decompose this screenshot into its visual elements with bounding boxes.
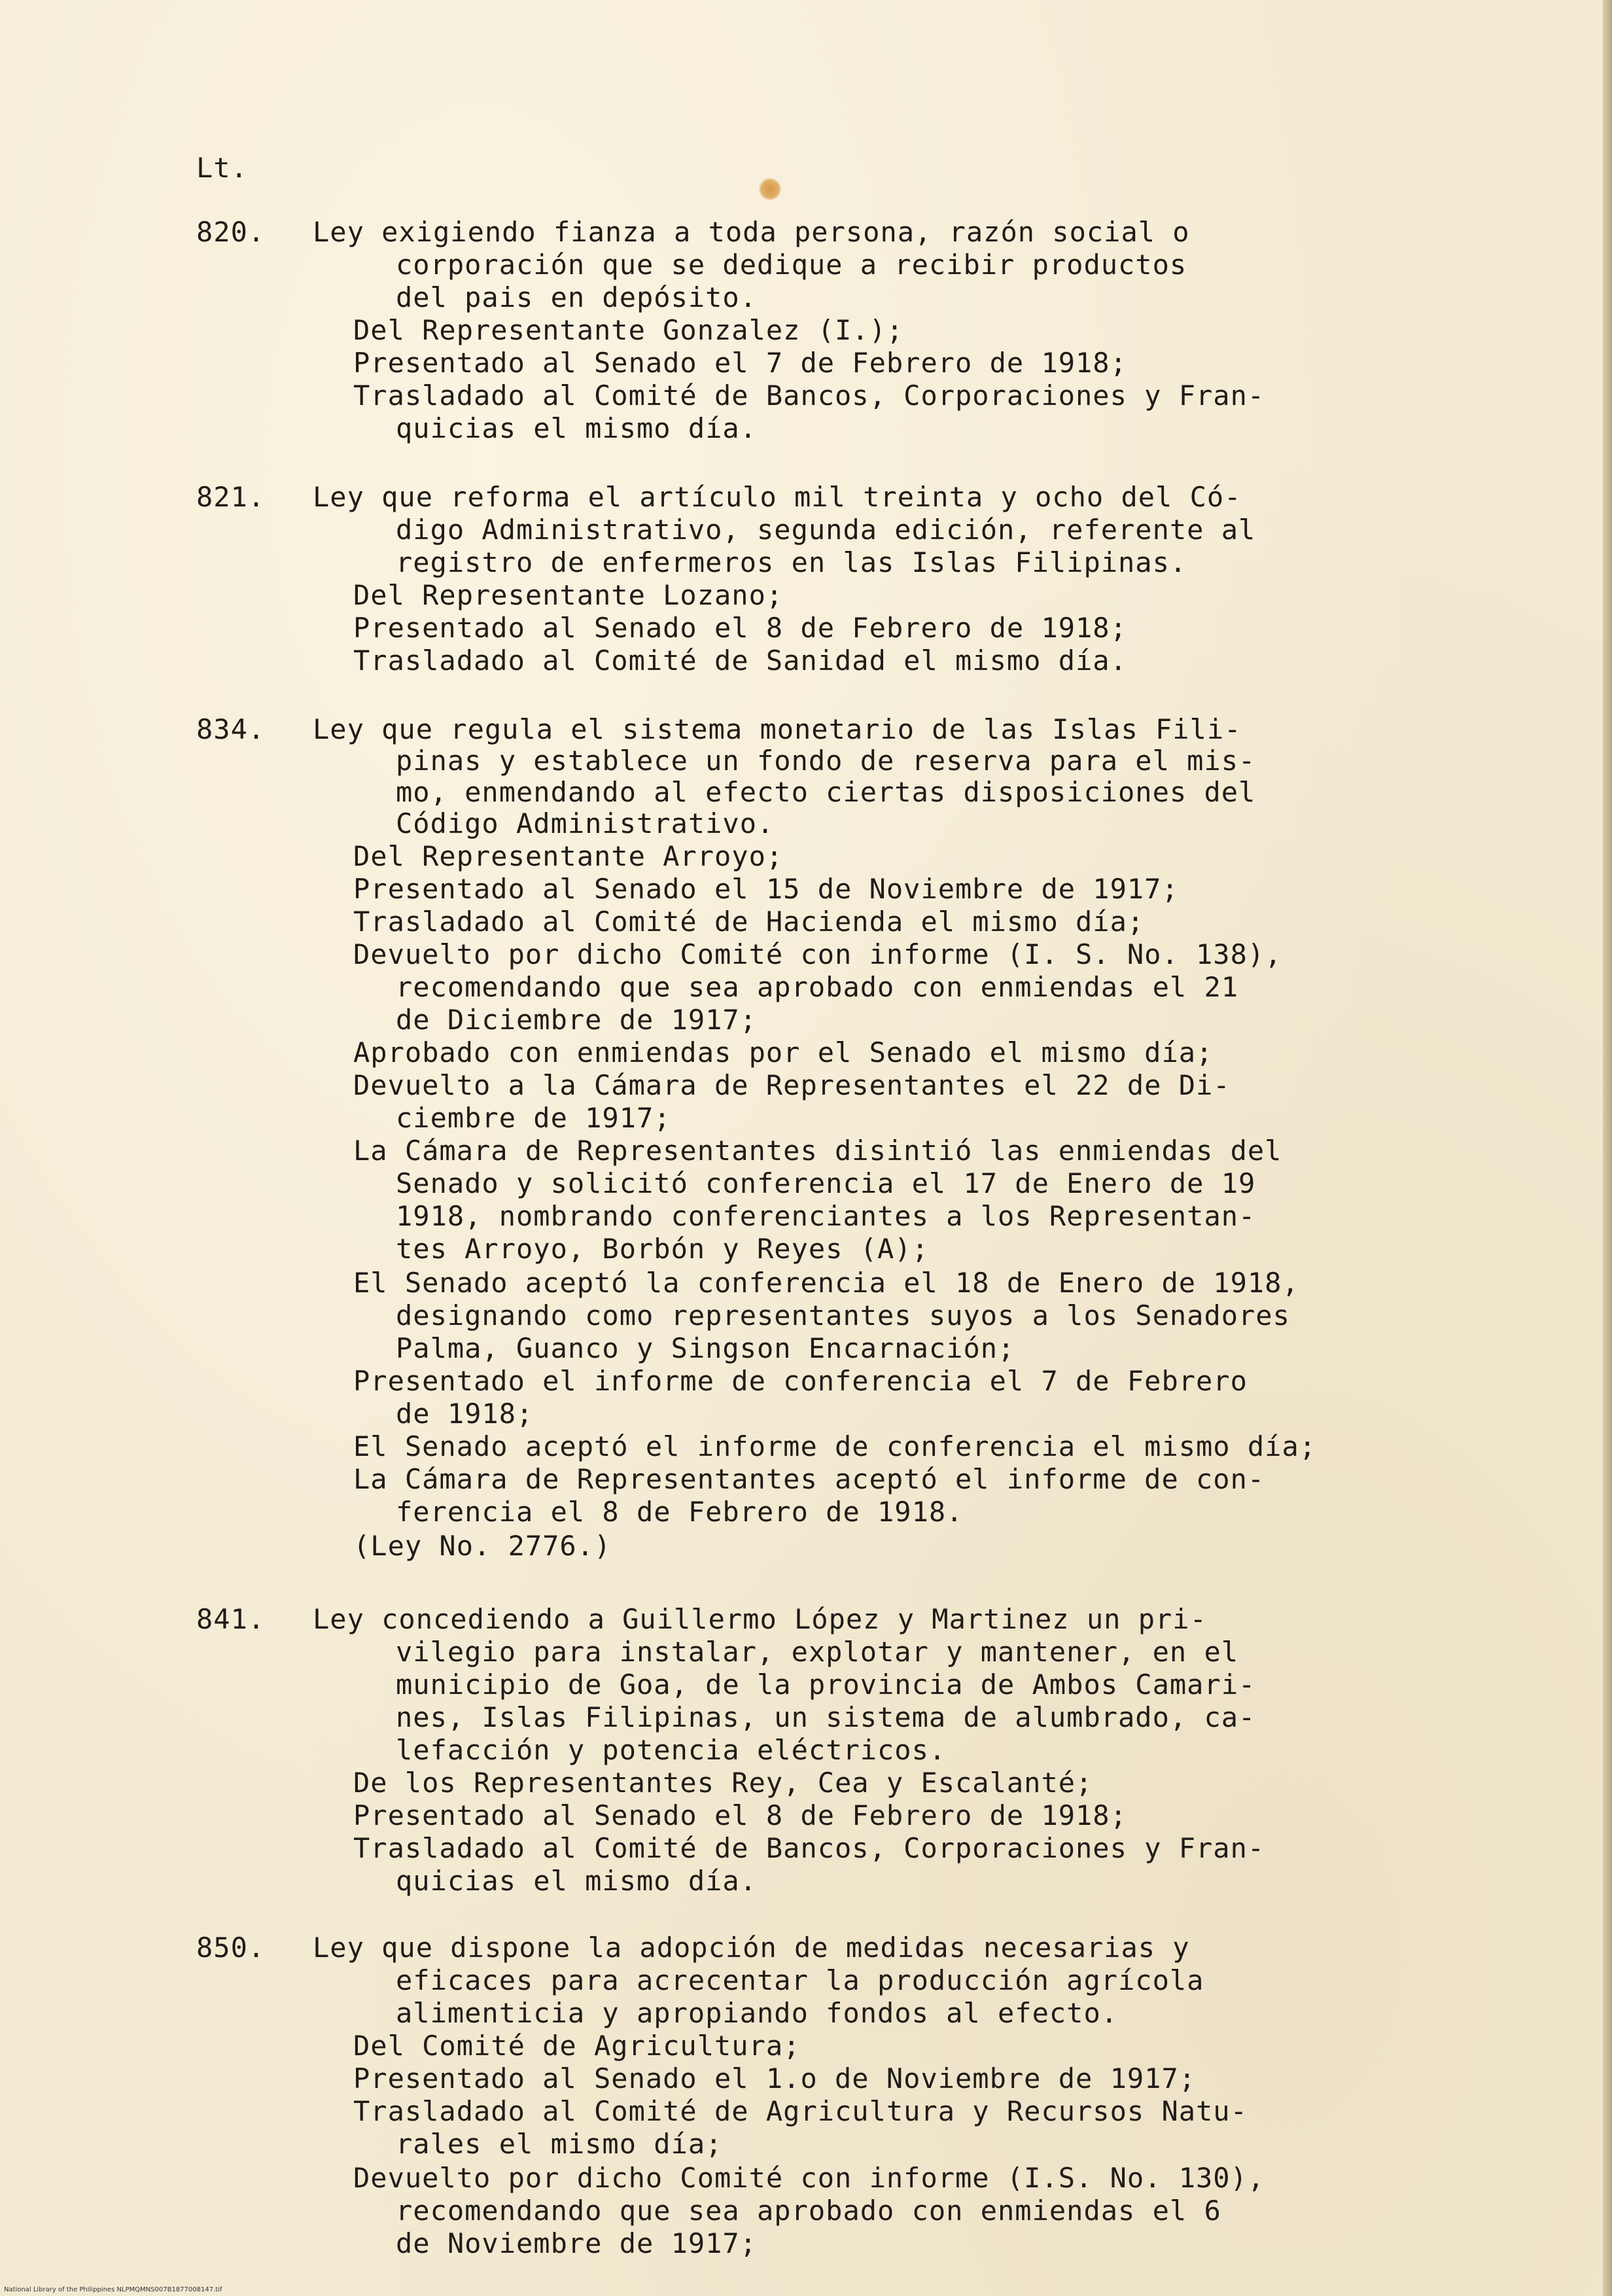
bill-number: 821.	[196, 481, 266, 513]
bill-history-line: Del Representante Lozano;	[353, 579, 784, 611]
bill-history-line: Presentado al Senado el 7 de Febrero de 1918;	[353, 347, 1127, 379]
bill-history-line: de 1918;	[396, 1398, 534, 1430]
bill-history-line: Presentado el informe de conferencia el 7 de Febrero	[353, 1365, 1248, 1397]
bill-history-line: Aprobado con enmiendas por el Senado el mismo día;	[353, 1036, 1214, 1069]
bill-title-line: mo, enmendando al efecto ciertas disposiciones del	[396, 776, 1256, 808]
bill-history-line: tes Arroyo, Borbón y Reyes (A);	[396, 1233, 929, 1265]
bill-number: 841.	[196, 1603, 266, 1635]
bill-history-line: La Cámara de Representantes disintió las enmiendas del	[353, 1135, 1282, 1167]
bill-title-line: alimenticia y apropiando fondos al efecto.	[396, 1997, 1119, 2029]
bill-history-line: ferencia el 8 de Febrero de 1918.	[396, 1496, 964, 1528]
bill-title-line: Ley que regula el sistema monetario de las Islas Fili-	[313, 713, 1242, 745]
bill-history-line: Presentado al Senado el 15 de Noviembre de 1917;	[353, 873, 1179, 905]
bill-history-line: Presentado al Senado el 1.o de Noviembre de 1917;	[353, 2062, 1197, 2094]
bill-history-line: Trasladado al Comité de Agricultura y Recursos Natu-	[353, 2095, 1248, 2127]
bill-title-line: del pais en depósito.	[396, 281, 758, 313]
header-mark: Lt.	[196, 152, 248, 184]
bill-history-line: Del Comité de Agricultura;	[353, 2030, 801, 2062]
bill-history-line: rales el mismo día;	[396, 2128, 723, 2160]
bill-number: 834.	[196, 713, 266, 745]
ink-smudge	[759, 178, 781, 200]
bill-history-line: de Diciembre de 1917;	[396, 1004, 758, 1036]
bill-history-line: 1918, nombrando conferenciantes a los Representan-	[396, 1200, 1256, 1232]
archive-credit: National Library of the Philippines NLPMQMNS007B1877008147.tif	[4, 2286, 222, 2293]
bill-history-line: Devuelto por dicho Comité con informe (I. S. No. 138),	[353, 938, 1282, 970]
bill-title-line: Ley que reforma el artículo mil treinta y ocho del Có-	[313, 481, 1242, 513]
bill-history-line: Trasladado al Comité de Sanidad el mismo día.	[353, 645, 1127, 677]
bill-title-line: municipio de Goa, de la provincia de Ambos Camari-	[396, 1669, 1256, 1701]
bill-title-line: nes, Islas Filipinas, un sistema de alumbrado, ca-	[396, 1701, 1256, 1733]
bill-title-line: Ley que dispone la adopción de medidas necesarias y	[313, 1932, 1190, 1964]
bill-history-line: de Noviembre de 1917;	[396, 2227, 758, 2259]
bill-title-line: vilegio para instalar, explotar y mantener, en el	[396, 1636, 1239, 1668]
bill-title-line: pinas y establece un fondo de reserva para el mis-	[396, 745, 1256, 777]
bill-history-line: Trasladado al Comité de Bancos, Corporaciones y Fran-	[353, 1832, 1265, 1864]
bill-number: 820.	[196, 216, 266, 248]
bill-title-line: Código Administrativo.	[396, 807, 775, 839]
bill-title-line: lefacción y potencia eléctricos.	[396, 1734, 947, 1766]
bill-history-line: recomendando que sea aprobado con enmiendas el 21	[396, 971, 1239, 1003]
bill-history-line: El Senado aceptó el informe de conferencia el mismo día;	[353, 1430, 1317, 1462]
bill-title-line: Ley concediendo a Guillermo López y Martinez un pri-	[313, 1603, 1207, 1635]
bill-title-line: corporación que se dedique a recibir productos	[396, 249, 1187, 281]
paper-edge	[1603, 0, 1612, 2296]
bill-history-line: Devuelto por dicho Comité con informe (I.S. No. 130),	[353, 2162, 1265, 2194]
bill-title-line: registro de enfermeros en las Islas Filipinas.	[396, 546, 1187, 578]
bill-history-line: Presentado al Senado el 8 de Febrero de 1918;	[353, 612, 1127, 644]
bill-history-line: quicias el mismo día.	[396, 1865, 758, 1897]
bill-history-line: El Senado aceptó la conferencia el 18 de Enero de 1918,	[353, 1267, 1299, 1299]
bill-title-line: digo Administrativo, segunda edición, referente al	[396, 514, 1256, 546]
bill-history-line: Devuelto a la Cámara de Representantes el 22 de Di-	[353, 1069, 1231, 1101]
bill-history-line: La Cámara de Representantes aceptó el informe de con-	[353, 1463, 1265, 1495]
bill-history-line: Palma, Guanco y Singson Encarnación;	[396, 1332, 1015, 1364]
bill-history-line: Presentado al Senado el 8 de Febrero de 1918;	[353, 1799, 1127, 1831]
bill-history-line: Senado y solicitó conferencia el 17 de Enero de 19	[396, 1167, 1256, 1199]
bill-history-line: De los Representantes Rey, Cea y Escalanté;	[353, 1767, 1093, 1799]
bill-history-line: Trasladado al Comité de Bancos, Corporaciones y Fran-	[353, 380, 1265, 412]
bill-title-line: Ley exigiendo fianza a toda persona, razón social o	[313, 216, 1190, 248]
bill-history-line: quicias el mismo día.	[396, 412, 758, 444]
bill-history-line: designando como representantes suyos a los Senadores	[396, 1299, 1290, 1332]
bill-number: 850.	[196, 1932, 266, 1964]
bill-history-line: Del Representante Arroyo;	[353, 840, 784, 872]
bill-history-line: Trasladado al Comité de Hacienda el mismo día;	[353, 906, 1145, 938]
law-number: (Ley No. 2776.)	[353, 1530, 612, 1562]
bill-title-line: eficaces para acrecentar la producción agrícola	[396, 1964, 1204, 1996]
bill-history-line: recomendando que sea aprobado con enmiendas el 6	[396, 2195, 1221, 2227]
bill-history-line: Del Representante Gonzalez (I.);	[353, 314, 904, 346]
bill-history-line: ciembre de 1917;	[396, 1102, 671, 1134]
